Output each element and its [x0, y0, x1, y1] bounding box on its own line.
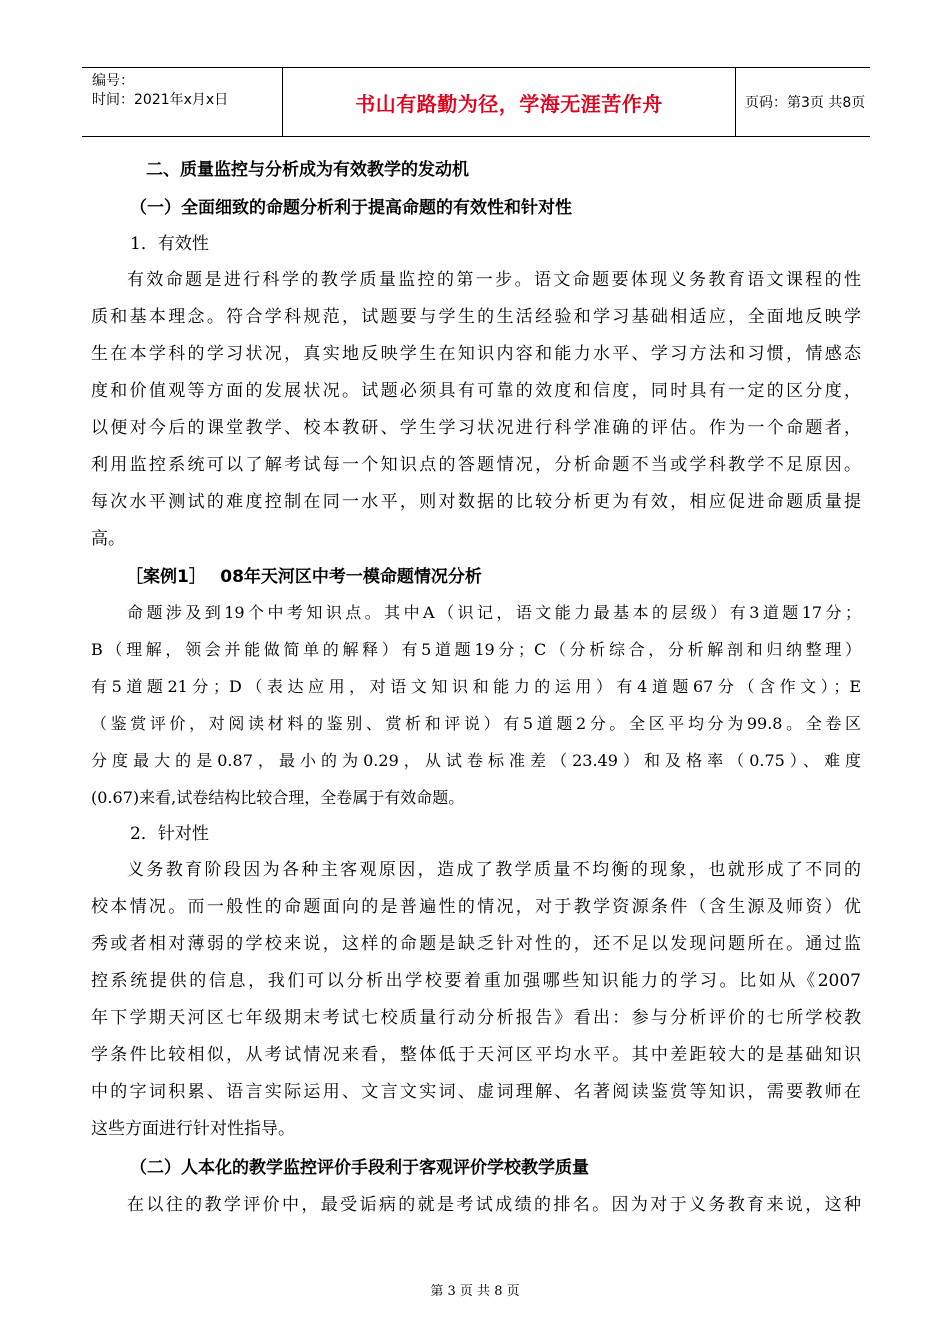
- paragraph-line: 高。: [91, 529, 125, 549]
- paragraph-line: 秀或者相对薄弱的学校来说，这样的命题是缺乏针对性的，还不足以发现问题所在。通过监: [91, 934, 861, 954]
- paragraph-line: 度和价值观等方面的发展状况。试题必须具有可靠的效度和信度，同时具有一定的区分度，: [91, 381, 861, 401]
- header-motto-cell: [282, 68, 736, 136]
- case-line: （鉴赏评价，对阅读材料的鉴别、赏析和评说）有5道题2分。全区平均分为99.8。全卷区: [91, 714, 861, 733]
- paragraph-line: 中的字词积累、语言实际运用、文言文实词、虚词理解、名著阅读鉴赏等知识，需要教师在: [91, 1082, 861, 1102]
- paragraph-line: 以便对今后的课堂教学、校本教研、学生学习状况进行科学准确的评估。作为一个命题者，: [91, 418, 861, 438]
- case-title: ［案例1］ 08年天河区中考一模命题情况分析: [126, 567, 482, 587]
- footer-page-number: 第 3 页 共 8 页: [430, 1284, 520, 1299]
- item-title-2: 2．针对性: [130, 824, 209, 844]
- paragraph-line: 质和基本理念。符合学科规范，试题要与学生的生活经验和学习基础相适应，全面地反映学: [91, 307, 861, 327]
- page-footer: [0, 1280, 950, 1299]
- paragraph-line: 义务教育阶段因为各种主客观原因，造成了教学质量不均衡的现象，也就形成了不同的: [127, 860, 861, 880]
- subsection-title-2: （二）人本化的教学监控评价手段利于客观评价学校教学质量: [130, 1158, 589, 1178]
- page-header: [82, 67, 870, 137]
- paragraph-line: 校本情况。而一般性的命题面向的是普遍性的情况，对于教学资源条件（含生源及师资）优: [91, 897, 861, 917]
- case-line: B（理解，领会并能做简单的解释）有5道题19分；C（分析综合，分析解剖和归纳整理）: [91, 640, 861, 659]
- page-info: 页码：第3页 共8页: [745, 95, 866, 111]
- paragraph-line: 生在本学科的学习状况，真实地反映学生在知识内容和能力水平、学习方法和习惯，情感态: [91, 344, 861, 364]
- item-title-1: 1．有效性: [130, 234, 209, 254]
- section-title: 二、质量监控与分析成为有效教学的发动机: [146, 160, 469, 180]
- paragraph-line: 有效命题是进行科学的教学质量监控的第一步。语文命题要体现义务教育语文课程的性: [127, 270, 861, 290]
- paragraph-line: 利用监控系统可以了解考试每一个知识点的答题情况，分析命题不当或学科教学不足原因。: [91, 455, 861, 475]
- number-label: 编号：: [92, 73, 134, 89]
- case-line: 命题涉及到19个中考知识点。其中A（识记，语文能力最基本的层级）有3道题17分；: [127, 603, 861, 622]
- paragraph-line: 每次水平测试的难度控制在同一水平，则对数据的比较分析更为有效，相应促进命题质量提: [91, 492, 861, 512]
- header-meta: [82, 68, 282, 136]
- paragraph-line: 这些方面进行针对性指导。: [91, 1119, 295, 1139]
- paragraph-line: 年下学期天河区七年级期末考试七校质量行动分析报告》看出：参与分析评价的七所学校教: [91, 1008, 861, 1028]
- subsection-title-1: （一）全面细致的命题分析利于提高命题的有效性和针对性: [130, 198, 572, 218]
- case-line: (0.67)来看,试卷结构比较合理，全卷属于有效命题。: [91, 788, 465, 807]
- paragraph-line: 在以往的教学评价中，最受诟病的就是考试成绩的排名。因为对于义务教育来说，这种: [127, 1195, 861, 1215]
- header-page-info: [736, 68, 870, 136]
- motto: 书山有路勤为径，学海无涯苦作舟: [355, 91, 663, 116]
- paragraph-line: 学条件比较相似，从考试情况来看，整体低于天河区平均水平。其中差距较大的是基础知识: [91, 1045, 861, 1065]
- paragraph-line: 控系统提供的信息，我们可以分析出学校要着重加强哪些知识能力的学习。比如从《2007: [91, 971, 861, 991]
- case-line: 分度最大的是0.87，最小的为0.29，从试卷标准差（23.49）和及格率（0.75）、难度: [91, 751, 861, 770]
- case-line: 有5道题21分；D（表达应用，对语文知识和能力的运用）有4道题67分（含作文）；E: [91, 677, 861, 696]
- time-label: 时间：2021年x月x日: [92, 92, 229, 108]
